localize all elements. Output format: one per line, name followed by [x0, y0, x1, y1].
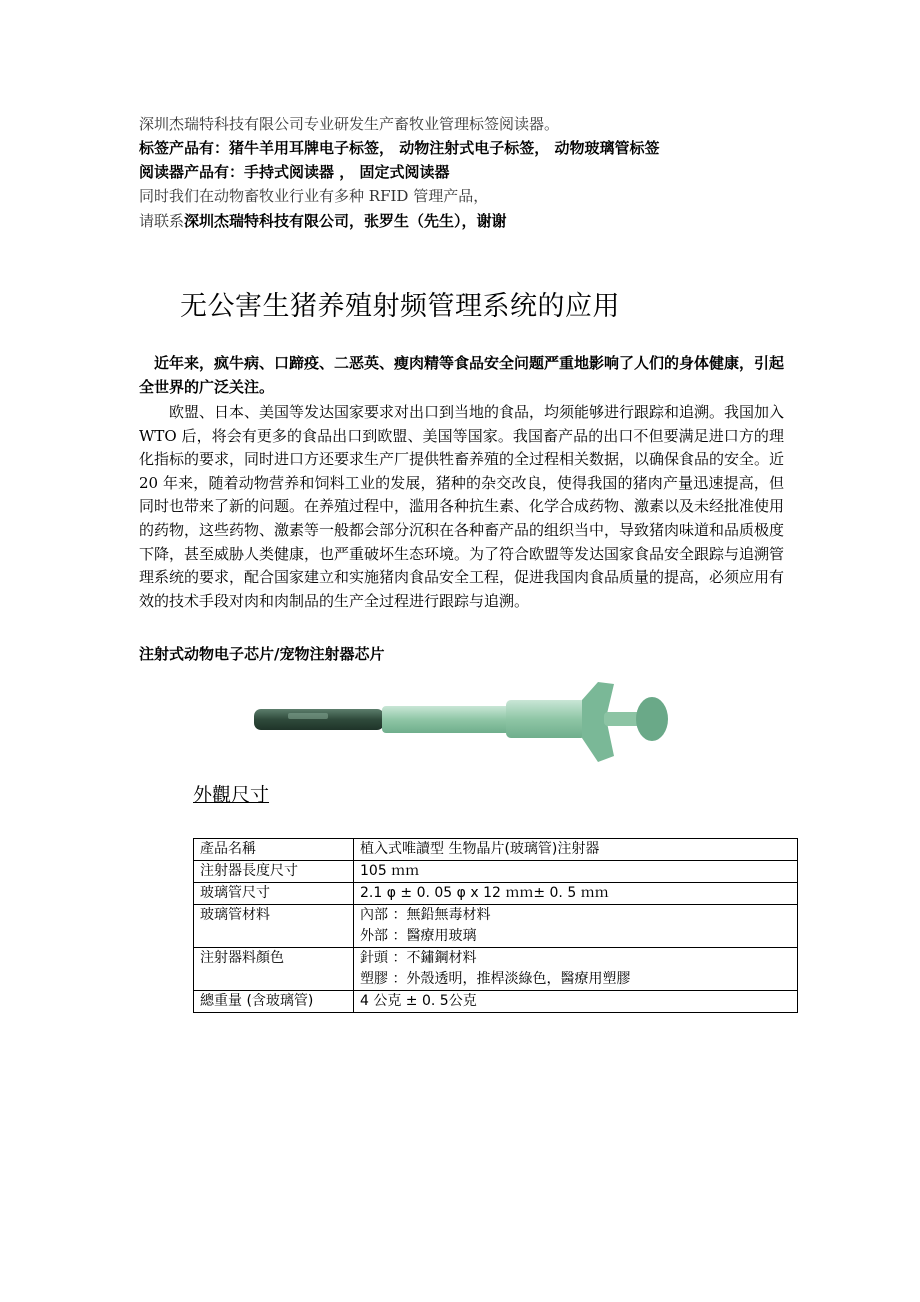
- spec-value: [354, 991, 798, 1013]
- spec-table: [193, 838, 798, 1013]
- intro-rfid-line: 同时我们在动物畜牧业行业有多种 RFID 管理产品，: [139, 187, 489, 205]
- syringe-icon: [248, 676, 673, 772]
- table-row: [194, 839, 798, 861]
- intro-company-line: 深圳杰瑞特科技有限公司专业研发生产畜牧业管理标签阅读器。: [139, 115, 560, 133]
- spec-key: 玻璃管材料: [194, 905, 354, 948]
- syringe-needle-window: [288, 713, 328, 719]
- table-row: [194, 883, 798, 905]
- spec-key: 注射器料顏色: [194, 948, 354, 991]
- contact-name: 深圳杰瑞特科技有限公司，张罗生（先生），谢谢: [184, 212, 507, 230]
- table-row: [194, 905, 798, 948]
- syringe-barrel: [382, 706, 510, 733]
- spec-value-line: 外部 ：醫療用玻璃: [360, 928, 477, 944]
- spec-value-line: 針頭 ：不鏽鋼材料: [360, 950, 477, 966]
- spec-key: 注射器長度尺寸: [194, 861, 354, 883]
- intro-reader-products: 阅读器产品有：手持式阅读器 ， 固定式阅读器: [139, 163, 450, 181]
- table-row: [194, 861, 798, 883]
- spec-value: [354, 948, 798, 991]
- article-title: 无公害生猪养殖射频管理系统的应用: [180, 291, 620, 322]
- spec-value: [354, 905, 798, 948]
- spec-value: [354, 883, 798, 905]
- syringe-grip: [506, 700, 586, 738]
- spec-value-line: 內部 ：無鉛無毒材料: [360, 907, 491, 923]
- spec-value-line: 植入式唯讀型 生物晶片(玻璃管)注射器: [360, 841, 600, 857]
- article-body: 欧盟、日本、美国等发达国家要求对出口到当地的食品，均须能够进行跟踪和追溯。我国加入 WTO 后，将会有更多的食品出口到欧盟、美国等国家。我国畜产品的出口不但要满足进口方的理化指标的要求，同时进口方还要求生产厂提供牲畜养殖的全过程相关数据，以确保食品的安全。近 20 年来，随着动物营养和饲料工业的发展，猪种的杂交改良，使得我国的猪肉产量迅速提高，但同时也带来了新的问题。在养殖过程中，滥用各种抗生素、化学合成药物、激素以及未经批准使用的药物，这些药物、激素等一般都会部分沉积在各种畜产品的组织当中，导致猪肉味道和品质极度下降，甚至威胁人类健康，也严重破坏生态环境。为了符合欧盟等发达国家食品安全跟踪与追溯管理系统的要求，配合国家建立和实施猪肉食品安全工程，促进我国肉食品质量的提高，必须应用有效的技术手段对肉和肉制品的生产全过程进行跟踪与追溯。: [139, 403, 785, 610]
- spec-key: 產品名稱: [194, 839, 354, 861]
- syringe-needle-sleeve: [254, 709, 384, 730]
- spec-key: 玻璃管尺寸: [194, 883, 354, 905]
- spec-value: [354, 839, 798, 861]
- contact-prefix: 请联系: [139, 212, 185, 230]
- spec-value-line: 4 公克 ± 0. 5公克: [360, 993, 477, 1009]
- spec-value-line: 105 ｍｍ: [360, 863, 420, 879]
- spec-value-line: 2.1 φ ± 0. 05 φ x 12 ｍｍ± 0. 5 ｍｍ: [360, 885, 609, 901]
- product-heading: 注射式动物电子芯片/宠物注射器芯片: [139, 645, 385, 663]
- spec-value-line: 塑膠 ：外殼透明，推桿淡綠色，醫療用塑膠: [360, 971, 631, 987]
- intro-tag-products: 标签产品有：猪牛羊用耳牌电子标签， 动物注射式电子标签， 动物玻璃管标签: [139, 139, 660, 157]
- spec-value: [354, 861, 798, 883]
- article-lead: 近年来，疯牛病、口蹄疫、二恶英、瘦肉精等食品安全问题严重地影响了人们的身体健康，引起全世界的广泛关注。: [139, 354, 785, 396]
- intro-contact-line: [139, 210, 507, 232]
- table-row: [194, 991, 798, 1013]
- spec-key: 總重量 (含玻璃管): [194, 991, 354, 1013]
- table-row: [194, 948, 798, 991]
- dimensions-heading: 外觀尺寸: [193, 784, 270, 806]
- syringe-plunger-head: [636, 697, 668, 741]
